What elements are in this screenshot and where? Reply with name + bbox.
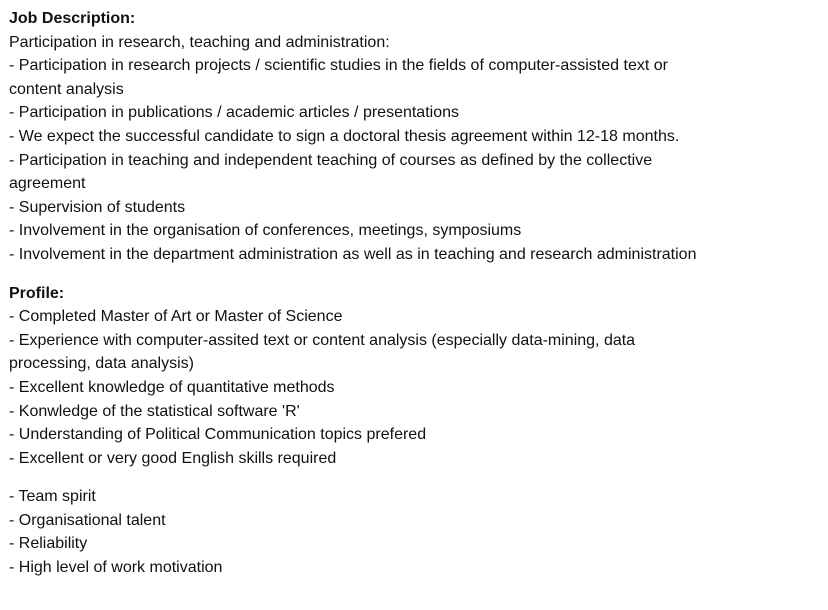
profile-item: - Konwledge of the statistical software 'R' [9, 402, 300, 420]
soft-skill-item: - Team spirit [9, 488, 96, 506]
job-description-item: - Involvement in the department administration as well as in teaching and research administration [9, 245, 697, 263]
job-description-section [9, 7, 709, 267]
soft-skill-item: - Reliability [9, 535, 88, 553]
job-description-intro: Participation in research, teaching and administration: [9, 33, 390, 51]
job-description-item: - We expect the successful candidate to sign a doctoral thesis agreement within 12-18 months. [9, 127, 680, 145]
profile-item: - Excellent or very good English skills required [9, 449, 337, 467]
job-description-item: - Involvement in the organisation of conferences, meetings, symposiums [9, 222, 522, 240]
profile-item: - Excellent knowledge of quantitative methods [9, 378, 335, 396]
job-description-item: - Participation in teaching and independent teaching of courses as defined by the collective agreement [9, 151, 653, 193]
job-description-item: - Supervision of students [9, 198, 186, 216]
soft-skill-item: - Organisational talent [9, 511, 166, 529]
soft-skill-item: - High level of work motivation [9, 559, 223, 577]
profile-item: - Experience with computer-assited text or content analysis (especially data-mining, data processing, data analysis) [9, 331, 636, 373]
soft-skills-section [9, 485, 709, 579]
job-description-item: - Participation in publications / academic articles / presentations [9, 104, 459, 122]
profile-section [9, 282, 709, 471]
profile-item: - Completed Master of Art or Master of Science [9, 308, 343, 326]
job-description-item: - Participation in research projects / scientific studies in the fields of computer-assisted text or content analysis [9, 57, 668, 98]
job-description-heading: Job Description: [9, 10, 136, 27]
profile-item: - Understanding of Political Communication topics prefered [9, 426, 427, 444]
profile-heading: Profile: [9, 284, 65, 302]
